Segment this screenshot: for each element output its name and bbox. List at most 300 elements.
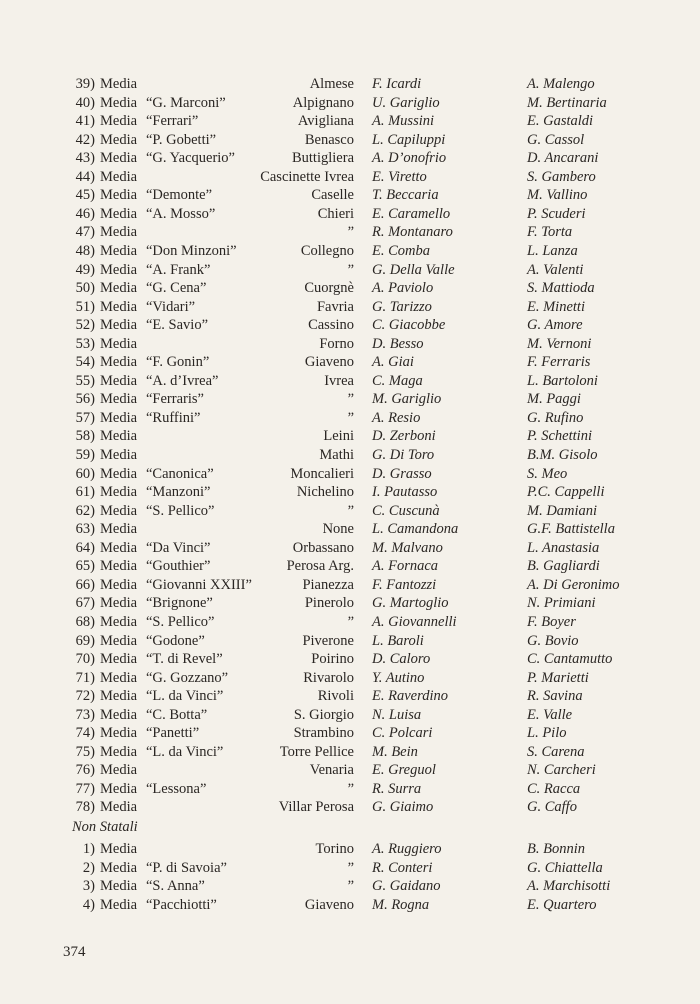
person-name: P.C. Cappelli	[527, 484, 605, 501]
school-name: “S. Pellico”	[146, 613, 215, 630]
entry-number: 41)	[75, 113, 95, 130]
school-name: “Pacchiotti”	[146, 896, 217, 913]
school-name: “F. Gonin”	[146, 354, 210, 371]
school-type: Media	[100, 502, 138, 519]
school-type: Media	[100, 391, 138, 408]
school-type: Media	[100, 484, 138, 501]
person-name: L. Anastasia	[527, 539, 600, 556]
person-name: L. Capiluppi	[372, 131, 446, 148]
person-name: T. Beccaria	[372, 187, 439, 204]
school-name: “P. Gobetti”	[146, 131, 217, 148]
person-name: G. Gaidano	[372, 878, 441, 894]
entry-number: 61)	[75, 484, 95, 501]
entry-number: 48)	[75, 242, 95, 259]
person-name: N. Primiani	[527, 595, 596, 612]
entry-number: 54)	[75, 354, 95, 371]
school-type: Media	[100, 613, 138, 630]
town-name: Nichelino	[296, 484, 354, 501]
person-name: P. Marietti	[527, 669, 589, 686]
entry-number: 59)	[75, 447, 95, 463]
list-row	[0, 242, 700, 261]
list-row	[0, 353, 700, 372]
entry-number: 56)	[75, 391, 95, 408]
school-type: Media	[100, 743, 138, 760]
entry-number: 77)	[75, 780, 95, 797]
person-name: A. Malengo	[527, 76, 595, 92]
list-row	[0, 372, 700, 391]
school-type: Media	[100, 224, 138, 241]
entry-number: 3)	[82, 878, 95, 894]
list-row	[0, 761, 700, 780]
town-name: Ivrea	[324, 372, 354, 389]
town-name: Avigliana	[297, 113, 354, 130]
school-type: Media	[100, 242, 138, 259]
list-row	[0, 539, 700, 558]
person-name: G. Martoglio	[372, 595, 449, 612]
school-name: “Da Vinci”	[146, 539, 211, 556]
section-heading: Non Statali	[72, 819, 138, 835]
school-type: Media	[100, 447, 138, 463]
town-name: Cascinette Ivrea	[260, 168, 354, 185]
school-name: “Giovanni XXIII”	[146, 576, 252, 593]
school-type: Media	[100, 841, 138, 857]
list-row	[0, 706, 700, 725]
town-name: Benasco	[304, 131, 354, 148]
school-type: Media	[100, 465, 138, 482]
list-row	[0, 335, 700, 354]
page-number: 374	[63, 944, 86, 960]
list-row	[0, 840, 700, 859]
school-type: Media	[100, 317, 138, 334]
person-name: F. Fantozzi	[372, 576, 437, 593]
town-name: Giaveno	[304, 354, 354, 371]
school-name: “Panetti”	[146, 725, 200, 742]
person-name: D. Zerboni	[372, 428, 436, 445]
town-name: None	[322, 521, 354, 538]
person-name: G. Di Toro	[372, 447, 435, 463]
town-name: Villar Perosa	[278, 799, 354, 816]
list-row	[0, 131, 700, 150]
school-type: Media	[100, 595, 138, 612]
town-name: ”	[347, 859, 354, 876]
school-type: Media	[100, 280, 138, 297]
list-row	[0, 298, 700, 317]
person-name: G. Caffo	[527, 799, 577, 816]
town-name: ”	[347, 502, 354, 519]
person-name: G. Rufino	[527, 409, 584, 426]
entry-number: 64)	[75, 539, 95, 556]
person-name: L. Bartoloni	[527, 372, 598, 389]
school-name: “E. Savio”	[146, 317, 209, 334]
person-name: L. Pilo	[527, 725, 567, 742]
school-type: Media	[100, 688, 138, 705]
entry-number: 4)	[82, 896, 95, 913]
town-name: Giaveno	[304, 896, 354, 913]
list-row	[0, 576, 700, 595]
person-name: M. Vernoni	[527, 335, 592, 352]
school-name: “Canonica”	[146, 465, 214, 482]
entry-number: 78)	[75, 799, 95, 816]
list-row	[0, 650, 700, 669]
list-row	[0, 520, 700, 539]
town-name: Pinerolo	[304, 595, 354, 612]
person-name: G. Amore	[527, 317, 583, 334]
list-row	[0, 687, 700, 706]
school-type: Media	[100, 298, 138, 315]
town-name: Leini	[323, 428, 354, 445]
person-name: N. Luisa	[372, 706, 422, 723]
school-name: “Vidari”	[146, 298, 196, 315]
town-name: Almese	[309, 76, 354, 92]
person-name: E. Caramello	[372, 205, 451, 222]
entry-number: 63)	[75, 521, 95, 538]
list-row	[0, 316, 700, 335]
school-type: Media	[100, 558, 138, 575]
person-name: P. Schettini	[527, 428, 592, 445]
town-name: ”	[347, 224, 354, 241]
person-name: I. Pautasso	[372, 484, 438, 501]
list-row	[0, 483, 700, 502]
list-row	[0, 465, 700, 484]
entry-number: 51)	[75, 298, 95, 315]
school-type: Media	[100, 762, 138, 779]
person-name: L. Lanza	[527, 242, 578, 259]
entry-number: 43)	[75, 150, 95, 167]
list-row	[0, 279, 700, 298]
person-name: P. Scuderi	[527, 205, 586, 222]
person-name: S. Carena	[527, 743, 585, 760]
school-name: “G. Cena”	[146, 280, 207, 297]
school-type: Media	[100, 428, 138, 445]
school-type: Media	[100, 651, 138, 668]
person-name: E. Comba	[372, 242, 430, 259]
person-name: A. Fornaca	[372, 558, 439, 575]
person-name: A. Giai	[372, 354, 414, 371]
person-name: G.F. Battistella	[527, 521, 615, 538]
entry-number: 45)	[75, 187, 95, 204]
entry-number: 75)	[75, 743, 95, 760]
school-type: Media	[100, 878, 138, 894]
entry-number: 58)	[75, 428, 95, 445]
entry-number: 60)	[75, 465, 95, 482]
school-type: Media	[100, 521, 138, 538]
person-name: D. Ancarani	[527, 150, 599, 167]
list-row	[0, 409, 700, 428]
entry-number: 66)	[75, 576, 95, 593]
list-row	[0, 94, 700, 113]
person-name: L. Baroli	[372, 632, 424, 649]
person-name: M. Malvano	[372, 539, 443, 556]
town-name: Rivarolo	[303, 669, 354, 686]
list-row	[0, 632, 700, 651]
entry-number: 68)	[75, 613, 95, 630]
person-name: G. Bovio	[527, 632, 579, 649]
town-name: Cuorgnè	[304, 280, 354, 297]
school-type: Media	[100, 725, 138, 742]
school-type: Media	[100, 168, 138, 185]
entry-number: 46)	[75, 205, 95, 222]
town-name: Buttigliera	[291, 150, 354, 167]
school-type: Media	[100, 409, 138, 426]
list-row	[0, 427, 700, 446]
town-name: ”	[347, 780, 354, 797]
school-name: “P. di Savoia”	[146, 859, 227, 876]
town-name: Caselle	[311, 187, 354, 204]
person-name: A. D’onofrio	[372, 150, 447, 167]
school-name: “L. da Vinci”	[146, 688, 224, 705]
person-name: G. Tarizzo	[372, 298, 432, 315]
school-type: Media	[100, 632, 138, 649]
town-name: Pianezza	[302, 576, 354, 593]
list-row	[0, 149, 700, 168]
person-name: U. Gariglio	[372, 94, 440, 111]
town-name: ”	[347, 613, 354, 630]
list-row	[0, 168, 700, 187]
school-type: Media	[100, 76, 138, 92]
town-name: Venaria	[309, 762, 354, 779]
entry-number: 65)	[75, 558, 95, 575]
town-name: Piverone	[302, 632, 354, 649]
school-type: Media	[100, 113, 138, 130]
entry-number: 55)	[75, 372, 95, 389]
school-name: “G. Marconi”	[146, 94, 226, 111]
school-type: Media	[100, 576, 138, 593]
person-name: C. Maga	[372, 372, 423, 389]
town-name: Torre Pellice	[279, 743, 354, 760]
list-row	[0, 780, 700, 799]
school-type: Media	[100, 335, 138, 352]
entry-number: 70)	[75, 651, 95, 668]
town-name: Rivoli	[317, 688, 354, 705]
person-name: A. Di Geronimo	[527, 576, 620, 593]
entry-number: 74)	[75, 725, 95, 742]
person-name: G. Della Valle	[372, 261, 455, 278]
school-name: “Gouthier”	[146, 558, 211, 575]
person-name: G. Giaimo	[372, 799, 434, 816]
school-name: “Godone”	[146, 632, 205, 649]
person-name: A. Marchisotti	[527, 878, 611, 894]
entry-number: 42)	[75, 131, 95, 148]
town-name: Favria	[316, 298, 354, 315]
town-name: Moncalieri	[290, 465, 354, 482]
town-name: Cassino	[308, 317, 354, 334]
person-name: C. Giacobbe	[372, 317, 446, 334]
entry-number: 76)	[75, 762, 95, 779]
list-row	[0, 859, 700, 878]
town-name: Forno	[319, 335, 354, 352]
list-row	[0, 613, 700, 632]
town-name: ”	[347, 409, 354, 426]
person-name: B.M. Gisolo	[527, 447, 598, 463]
entry-number: 44)	[75, 168, 95, 185]
list-row	[0, 896, 700, 915]
school-type: Media	[100, 669, 138, 686]
school-type: Media	[100, 261, 138, 278]
town-name: ”	[347, 878, 354, 894]
town-name: Collegno	[300, 242, 354, 259]
person-name: S. Meo	[527, 465, 568, 482]
school-name: “Ferrari”	[146, 113, 199, 130]
person-name: C. Cantamutto	[527, 651, 613, 668]
school-name: “T. di Revel”	[146, 651, 223, 668]
school-name: “Ferraris”	[146, 391, 204, 408]
person-name: A. Valenti	[527, 261, 584, 278]
school-type: Media	[100, 205, 138, 222]
town-name: Strambino	[293, 725, 354, 742]
town-name: Orbassano	[292, 539, 354, 556]
person-name: B. Gagliardi	[527, 558, 600, 575]
school-type: Media	[100, 187, 138, 204]
school-name: “Brignone”	[146, 595, 213, 612]
town-name: Chieri	[317, 205, 354, 222]
person-name: E. Gastaldi	[527, 113, 594, 130]
person-name: R. Surra	[372, 780, 422, 797]
person-name: A. Mussini	[372, 113, 435, 130]
school-type: Media	[100, 354, 138, 371]
person-name: D. Besso	[372, 335, 424, 352]
person-name: S. Mattioda	[527, 280, 595, 297]
school-type: Media	[100, 799, 138, 816]
entry-number: 73)	[75, 706, 95, 723]
entry-number: 67)	[75, 595, 95, 612]
town-name: Poirino	[311, 651, 354, 668]
person-name: N. Carcheri	[527, 762, 596, 779]
list-row	[0, 502, 700, 521]
list-row	[0, 75, 700, 94]
entry-number: 52)	[75, 317, 95, 334]
entry-number: 39)	[75, 76, 95, 92]
entry-number: 1)	[82, 841, 95, 857]
list-row	[0, 724, 700, 743]
entry-number: 47)	[75, 224, 95, 241]
entry-number: 40)	[75, 94, 95, 111]
school-name: “L. da Vinci”	[146, 743, 224, 760]
person-name: G. Cassol	[527, 131, 585, 148]
school-name: “S. Pellico”	[146, 502, 215, 519]
list-row	[0, 743, 700, 762]
list-row	[0, 557, 700, 576]
person-name: Y. Autino	[372, 669, 425, 686]
person-name: E. Viretto	[372, 168, 427, 185]
person-name: F. Icardi	[372, 76, 422, 92]
town-name: ”	[347, 261, 354, 278]
school-name: “Ruffini”	[146, 409, 201, 426]
school-name: “C. Botta”	[146, 706, 208, 723]
person-name: M. Rogna	[372, 896, 430, 913]
person-name: B. Bonnin	[527, 841, 585, 857]
school-type: Media	[100, 859, 138, 876]
school-type: Media	[100, 150, 138, 167]
person-name: M. Bertinaria	[527, 94, 607, 111]
person-name: M. Bein	[372, 743, 418, 760]
school-name: “A. Mosso”	[146, 205, 216, 222]
school-type: Media	[100, 896, 138, 913]
list-row	[0, 186, 700, 205]
person-name: S. Gambero	[527, 168, 596, 185]
entry-number: 69)	[75, 632, 95, 649]
entry-number: 2)	[82, 859, 95, 876]
person-name: F. Torta	[527, 224, 573, 241]
town-name: Mathi	[319, 447, 354, 463]
school-type: Media	[100, 706, 138, 723]
person-name: E. Valle	[527, 706, 573, 723]
list-row	[0, 798, 700, 817]
person-name: C. Racca	[527, 780, 581, 797]
list-row	[0, 223, 700, 242]
person-name: A. Paviolo	[372, 280, 434, 297]
school-name: “A. d’Ivrea”	[146, 372, 219, 389]
school-name: “Manzoni”	[146, 484, 211, 501]
person-name: R. Conteri	[372, 859, 433, 876]
school-type: Media	[100, 539, 138, 556]
person-name: A. Giovannelli	[372, 613, 457, 630]
person-name: A. Resio	[372, 409, 421, 426]
person-name: E. Minetti	[527, 298, 585, 315]
person-name: F. Ferraris	[527, 354, 591, 371]
entry-number: 50)	[75, 280, 95, 297]
list-row	[0, 390, 700, 409]
person-name: M. Damiani	[527, 502, 598, 519]
entry-number: 57)	[75, 409, 95, 426]
person-name: D. Caloro	[372, 651, 431, 668]
school-type: Media	[100, 131, 138, 148]
school-type: Media	[100, 780, 138, 797]
list-row	[0, 877, 700, 896]
person-name: G. Chiattella	[527, 859, 603, 876]
town-name: Perosa Arg.	[286, 558, 354, 575]
entry-number: 72)	[75, 688, 95, 705]
list-row	[0, 261, 700, 280]
list-row	[0, 669, 700, 688]
school-name: “Don Minzoni”	[146, 242, 237, 259]
person-name: R. Montanaro	[372, 224, 453, 241]
person-name: E. Raverdino	[372, 688, 448, 705]
person-name: A. Ruggiero	[372, 841, 442, 857]
person-name: E. Quartero	[527, 896, 597, 913]
list-row	[0, 112, 700, 131]
list-row	[0, 594, 700, 613]
school-name: “Lessona”	[146, 780, 207, 797]
person-name: F. Boyer	[527, 613, 576, 630]
town-name: S. Giorgio	[293, 706, 354, 723]
entry-number: 62)	[75, 502, 95, 519]
town-name: ”	[347, 391, 354, 408]
school-name: “G. Gozzano”	[146, 669, 229, 686]
person-name: R. Savina	[527, 688, 583, 705]
town-name: Torino	[315, 841, 354, 857]
school-name: “Demonte”	[146, 187, 213, 204]
school-name: “A. Frank”	[146, 261, 211, 278]
person-name: M. Vallino	[527, 187, 588, 204]
person-name: C. Polcari	[372, 725, 433, 742]
entry-number: 53)	[75, 335, 95, 352]
list-row	[0, 446, 700, 465]
school-type: Media	[100, 94, 138, 111]
person-name: M. Paggi	[527, 391, 581, 408]
person-name: D. Grasso	[372, 465, 432, 482]
entry-number: 71)	[75, 669, 95, 686]
list-row	[0, 205, 700, 224]
school-name: “G. Yacquerio”	[146, 150, 235, 167]
person-name: L. Camandona	[372, 521, 459, 538]
person-name: E. Greguol	[372, 762, 436, 779]
person-name: M. Gariglio	[372, 391, 442, 408]
school-name: “S. Anna”	[146, 878, 205, 894]
school-type: Media	[100, 372, 138, 389]
person-name: C. Cuscunà	[372, 502, 440, 519]
entry-number: 49)	[75, 261, 95, 278]
town-name: Alpignano	[292, 94, 354, 111]
